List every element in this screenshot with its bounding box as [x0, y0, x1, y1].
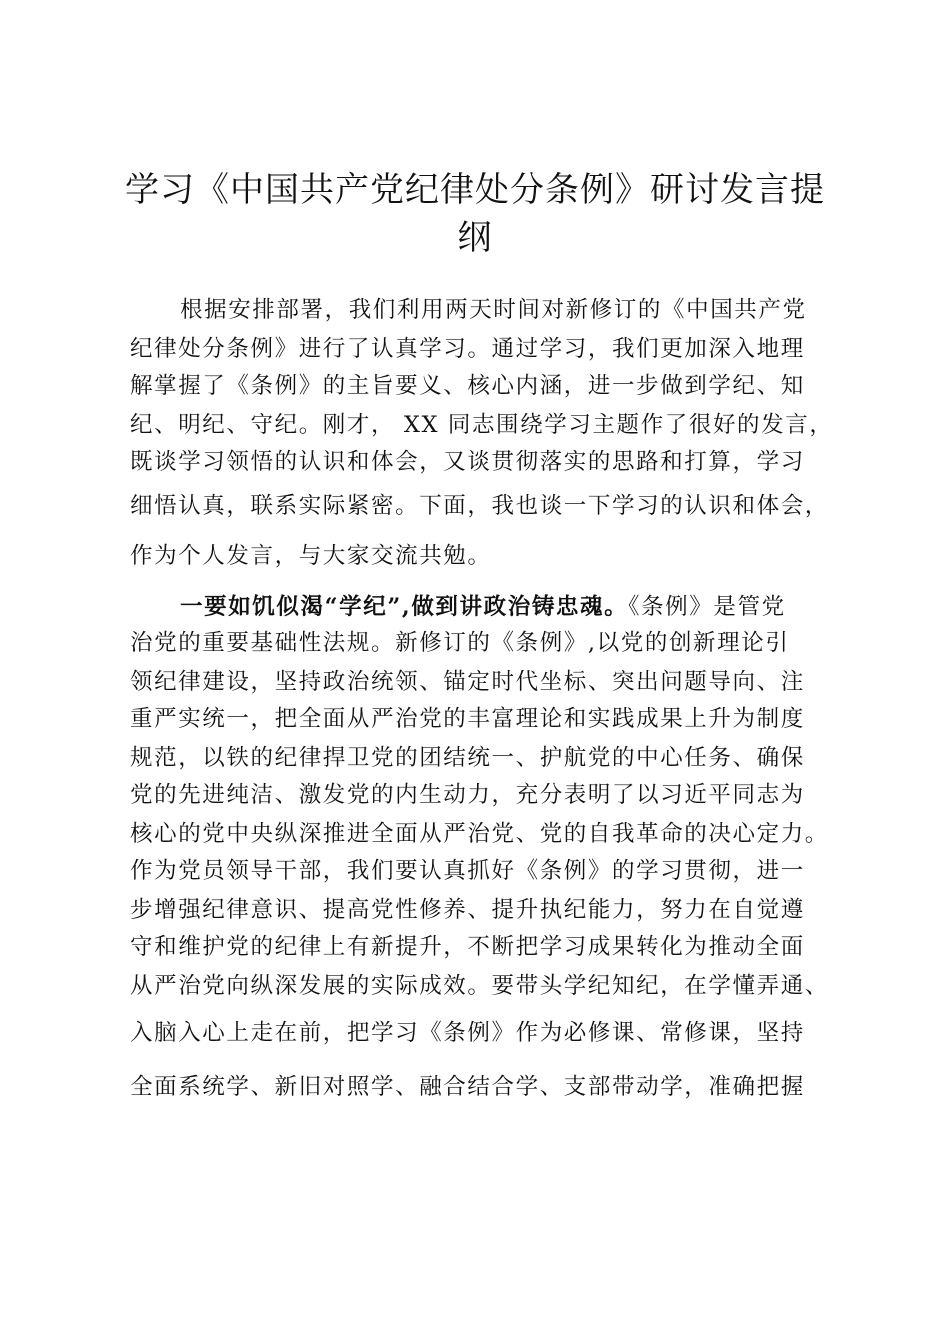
section-1-line: 守和维护党的纪律上有新提升，不断把学习成果转化为推动全面 — [130, 934, 805, 960]
section-1-line: 领纪律建设，坚持政治统领、锚定时代坐标、突出问题导向、注 — [130, 669, 805, 695]
section-1-line: 作为党员领导干部，我们要认真抓好《条例》的学习贯彻，进一 — [130, 858, 805, 884]
section-1-line: 核心的党中央纵深推进全面从严治党、党的自我革命的决心定力。 — [130, 821, 829, 847]
section-1-line: 全面系统学、新旧对照学、融合结合学、支部带动学，准确把握 — [130, 1074, 805, 1100]
section-1-first-line — [180, 592, 786, 622]
section-1-line: 入脑入心上走在前，把学习《条例》作为必修课、常修课，坚持 — [130, 1020, 805, 1046]
intro-line: 既谈学习领悟的认识和体会，又谈贯彻落实的思路和打算，学习 — [130, 449, 805, 475]
section-1-line: 规范，以铁的纪律捍卫党的团结统一、护航党的中心任务、确保 — [130, 745, 805, 771]
section-1-line: 治党的重要基础性法规。新修订的《条例》,以党的创新理论引 — [130, 630, 790, 656]
section-1-heading: 一要如饥似渴“学纪”,做到讲政治铸忠魂。 — [180, 594, 629, 620]
title-line-2: 纲 — [457, 218, 493, 258]
title-line-1: 学习《中国共产党纪律处分条例》研讨发言提 — [125, 170, 825, 210]
intro-line: 解掌握了《条例》的主旨要义、核心内涵，进一步做到学纪、知 — [130, 373, 805, 399]
section-1-line: 从严治党向纵深发展的实际成效。要带头学纪知纪，在学懂弄通、 — [130, 973, 829, 999]
section-1-line: 步增强纪律意识、提高党性修养、提升执纪能力，努力在自觉遵 — [130, 897, 805, 923]
intro-line: 作为个人发言，与大家交流共勉。 — [130, 543, 492, 569]
document-title — [110, 166, 840, 262]
section-1-line: 党的先进纯洁、激发党的内生动力，充分表明了以习近平同志为 — [130, 782, 805, 808]
intro-line: 纪律处分条例》进行了认真学习。通过学习，我们更加深入地理 — [130, 336, 805, 362]
intro-line: 纪、明纪、守纪。刚才， XX 同志围绕学习主题作了很好的发言， — [130, 412, 834, 438]
intro-line: 根据安排部署，我们利用两天时间对新修订的《中国共产党 — [180, 297, 807, 323]
section-1-line: 重严实统一，把全面从严治党的丰富理论和实践成果上升为制度 — [130, 706, 805, 732]
section-1-first-line-rest: 《条例》是管党 — [628, 594, 786, 620]
intro-line: 细悟认真，联系实际紧密。下面，我也谈一下学习的认识和体会， — [130, 493, 829, 519]
